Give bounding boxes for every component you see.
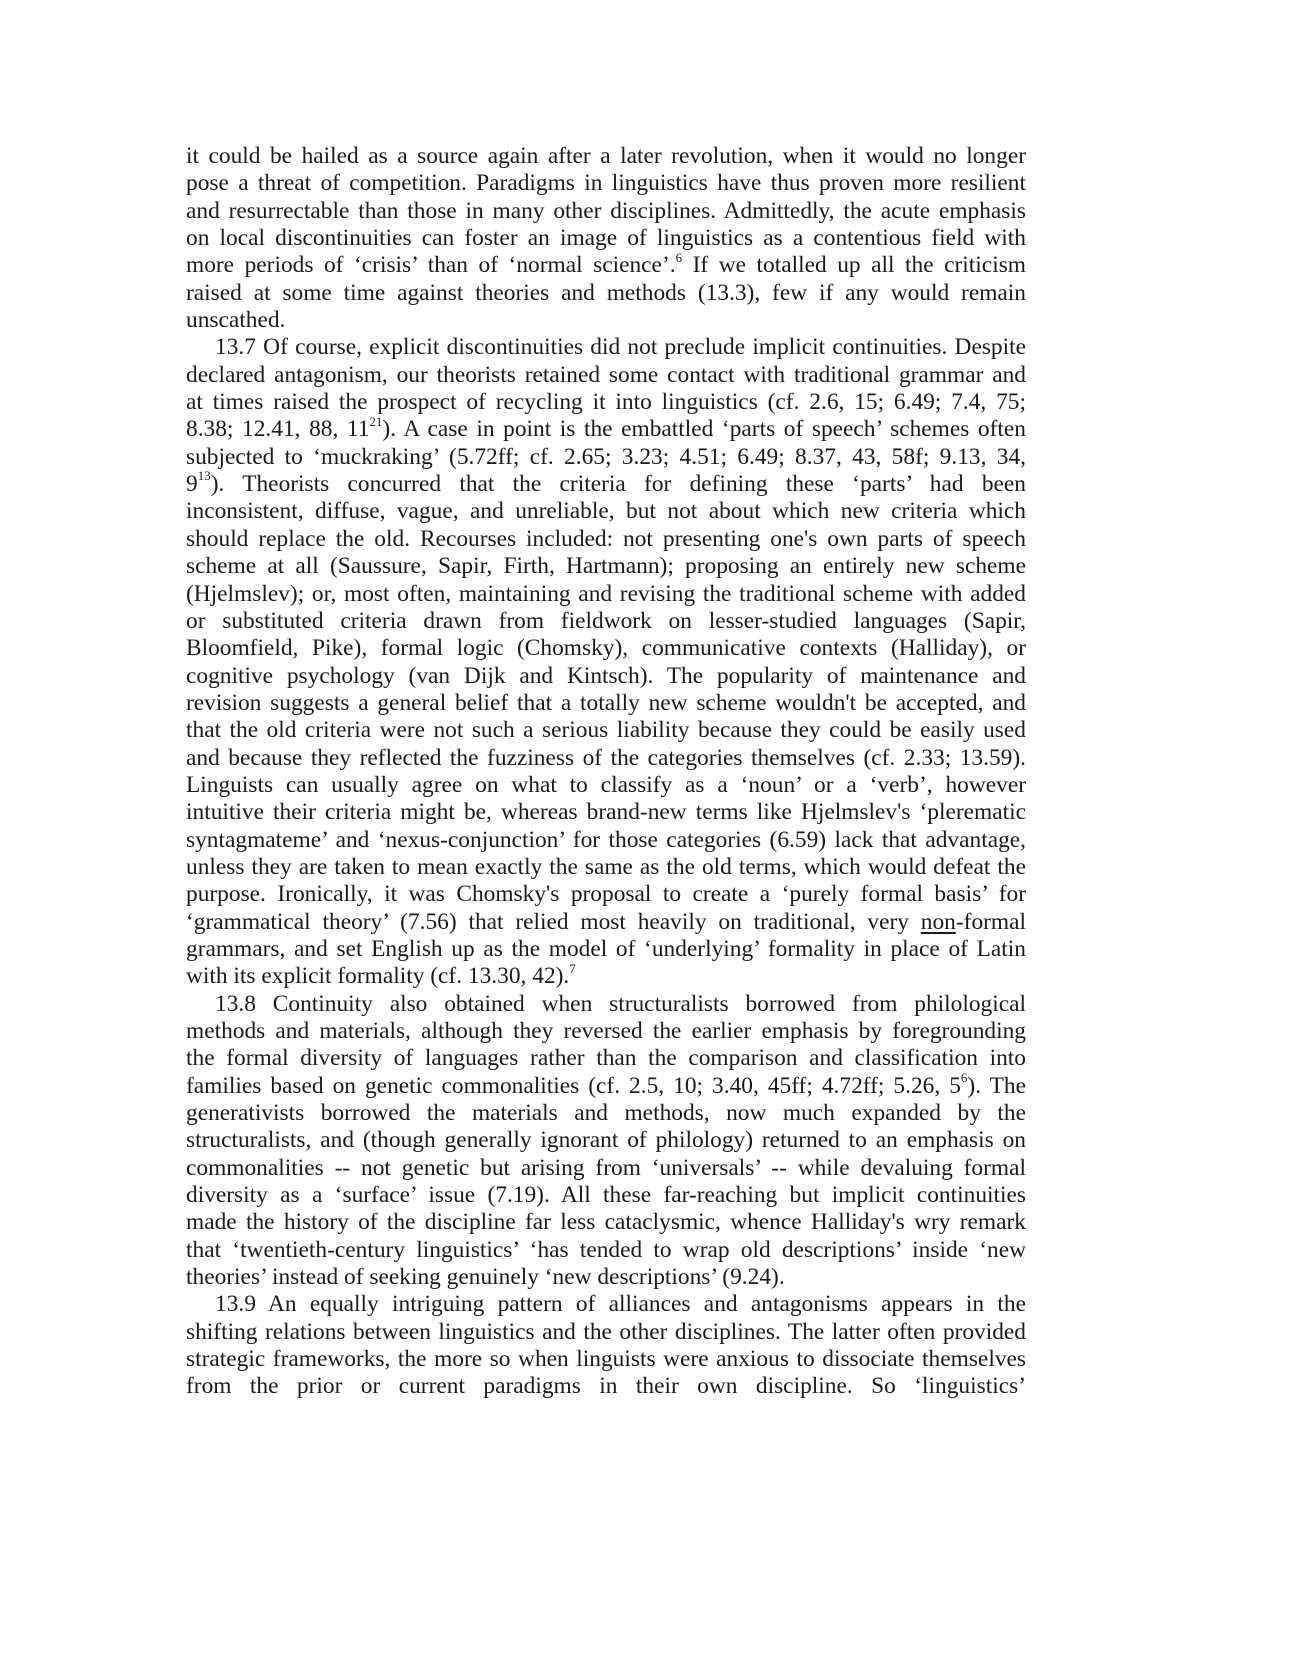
footnote-marker: 7 [569,960,576,976]
text-line: unless they are taken to mean exactly the same as the old terms, which would defeat the [186,853,1026,880]
text-line: and because they reflected the fuzziness of the categories themselves (cf. 2.33; 13.59). [186,744,1026,771]
text-line: families based on genetic commonalities (cf. 2.5, 10; 3.40, 45ff; 4.72ff; 5.26, $5^6$). The [186,1069,1027,1099]
text-line: 13.8 Continuity also obtained when structuralists borrowed from philological [215,990,1026,1017]
text-line: intuitive their criteria might be, whereas brand-new terms like Hjelmslev's ‘plerematic [186,799,1026,826]
text-line: diversity as a ‘surface’ issue (7.19). All these far-reaching but implicit continuities [186,1182,1026,1209]
text-line: subjected to ‘muckraking’ (5.72ff; cf. 2.65; 3.23; 4.51; 6.49; 8.37, 43, 58f; 9.13, 34, [186,443,1026,470]
text-line: cognitive psychology (van Dijk and Kintsch). The popularity of maintenance and [186,662,1026,689]
text-line: inconsistent, diffuse, vague, and unreliable, but not about which new criteria which [186,498,1026,525]
document-page [186,143,1026,1401]
text-line: scheme at all (Saussure, Sapir, Firth, Hartmann); proposing an entirely new scheme [186,553,1026,580]
text-line: theories’ instead of seeking genuinely ‘new descriptions’ (9.24). [186,1264,785,1291]
text-line: from the prior or current paradigms in their own discipline. So ‘linguistics’ [186,1373,1026,1400]
underlined-emphasis: non [920,908,956,935]
text-line: on local discontinuities can foster an image of linguistics as a contentious field with [186,225,1026,252]
text-line: declared antagonism, our theorists retained some contact with traditional grammar and [186,361,1026,388]
text-line: made the history of the discipline far less cataclysmic, whence Halliday's wry remark [186,1209,1026,1236]
text-line: $9^{13}$). Theorists concurred that the criteria for defining these ‘parts’ had been [186,468,1026,498]
text-line: Bloomfield, Pike), formal logic (Chomsky), communicative contexts (Halliday), or [186,635,1026,662]
text-line: the formal diversity of languages rather than the comparison and classification into [186,1045,1026,1072]
body-text [186,143,1026,1401]
text-line: purpose. Ironically, it was Chomsky's proposal to create a ‘purely formal basis’ for [186,881,1026,908]
text-line: unscathed. [186,307,286,334]
text-line: 8.38; 12.41, 88, $11^{21}$). A case in point is the embattled ‘parts of speech’ schemes often [186,413,1026,443]
footnote-marker: 6 [960,1069,968,1085]
footnote-marker: 21 [369,413,383,429]
paragraph-cont [186,143,1026,334]
text-line: more periods of ‘crisis’ than of ‘normal science’.$^6$ If we totalled up all the criticism [186,249,1026,279]
text-line: commonalities -- not genetic but arising from ‘universals’ -- while devaluing formal [186,1154,1026,1181]
text-line: that the old criteria were not such a serious liability because they could be easily used [186,717,1026,744]
text-line: grammars, and set English up as the model of ‘underlying’ formality in place of Latin [186,935,1026,962]
text-line: it could be hailed as a source again after a later revolution, when it would no longer [186,143,1026,169]
paragraph-13-7 [186,334,1026,990]
text-line: generativists borrowed the materials and methods, now much expanded by the [186,1100,1026,1127]
text-line: structuralists, and (though generally ignorant of philology) returned to an emphasis on [186,1127,1026,1154]
text-line: or substituted criteria drawn from fieldwork on lesser-studied languages (Sapir, [186,607,1026,634]
text-line: Linguists can usually agree on what to classify as a ‘noun’ or a ‘verb’, however [186,771,1026,798]
text-line: that ‘twentieth-century linguistics’ ‘has tended to wrap old descriptions’ inside ‘new [186,1236,1026,1263]
text-line: revision suggests a general belief that a totally new scheme wouldn't be accepted, and [186,689,1026,716]
text-line: pose a threat of competition. Paradigms in linguistics have thus proven more resilient [186,170,1026,197]
text-line: (Hjelmslev); or, most often, maintaining and revising the traditional scheme with added [186,580,1026,607]
text-line: at times raised the prospect of recycling it into linguistics (cf. 2.6, 15; 6.49; 7.4, 75; [186,389,1026,416]
text-line: shifting relations between linguistics and the other disciplines. The latter often provided [186,1318,1026,1345]
paragraph-13-9 [186,1291,1026,1400]
text-line: raised at some time against theories and methods (13.3), few if any would remain [186,279,1026,306]
text-line: ‘grammatical theory’ (7.56) that relied most heavily on traditional, very non-formal [186,908,1026,935]
text-line: 13.9 An equally intriguing pattern of alliances and antagonisms appears in the [215,1291,1026,1318]
text-line: strategic frameworks, the more so when linguists were anxious to dissociate themselves [186,1346,1026,1373]
text-line: methods and materials, although they reversed the earlier emphasis by foregrounding [186,1018,1026,1044]
footnote-marker: 6 [675,249,683,265]
text-line: should replace the old. Recourses included: not presenting one's own parts of speech [186,525,1026,552]
text-line: and resurrectable than those in many other disciplines. Admittedly, the acute emphasis [186,197,1026,224]
footnote-marker: 13 [197,468,211,484]
text-line: with its explicit formality (cf. 13.30, 42).$^7$ [186,960,576,990]
text-line: syntagmateme’ and ‘nexus-conjunction’ for those categories (6.59) lack that advantage, [186,826,1026,853]
paragraph-13-8 [186,991,1026,1292]
text-line: 13.7 Of course, explicit discontinuities did not preclude implicit continuities. Despite [215,334,1026,361]
